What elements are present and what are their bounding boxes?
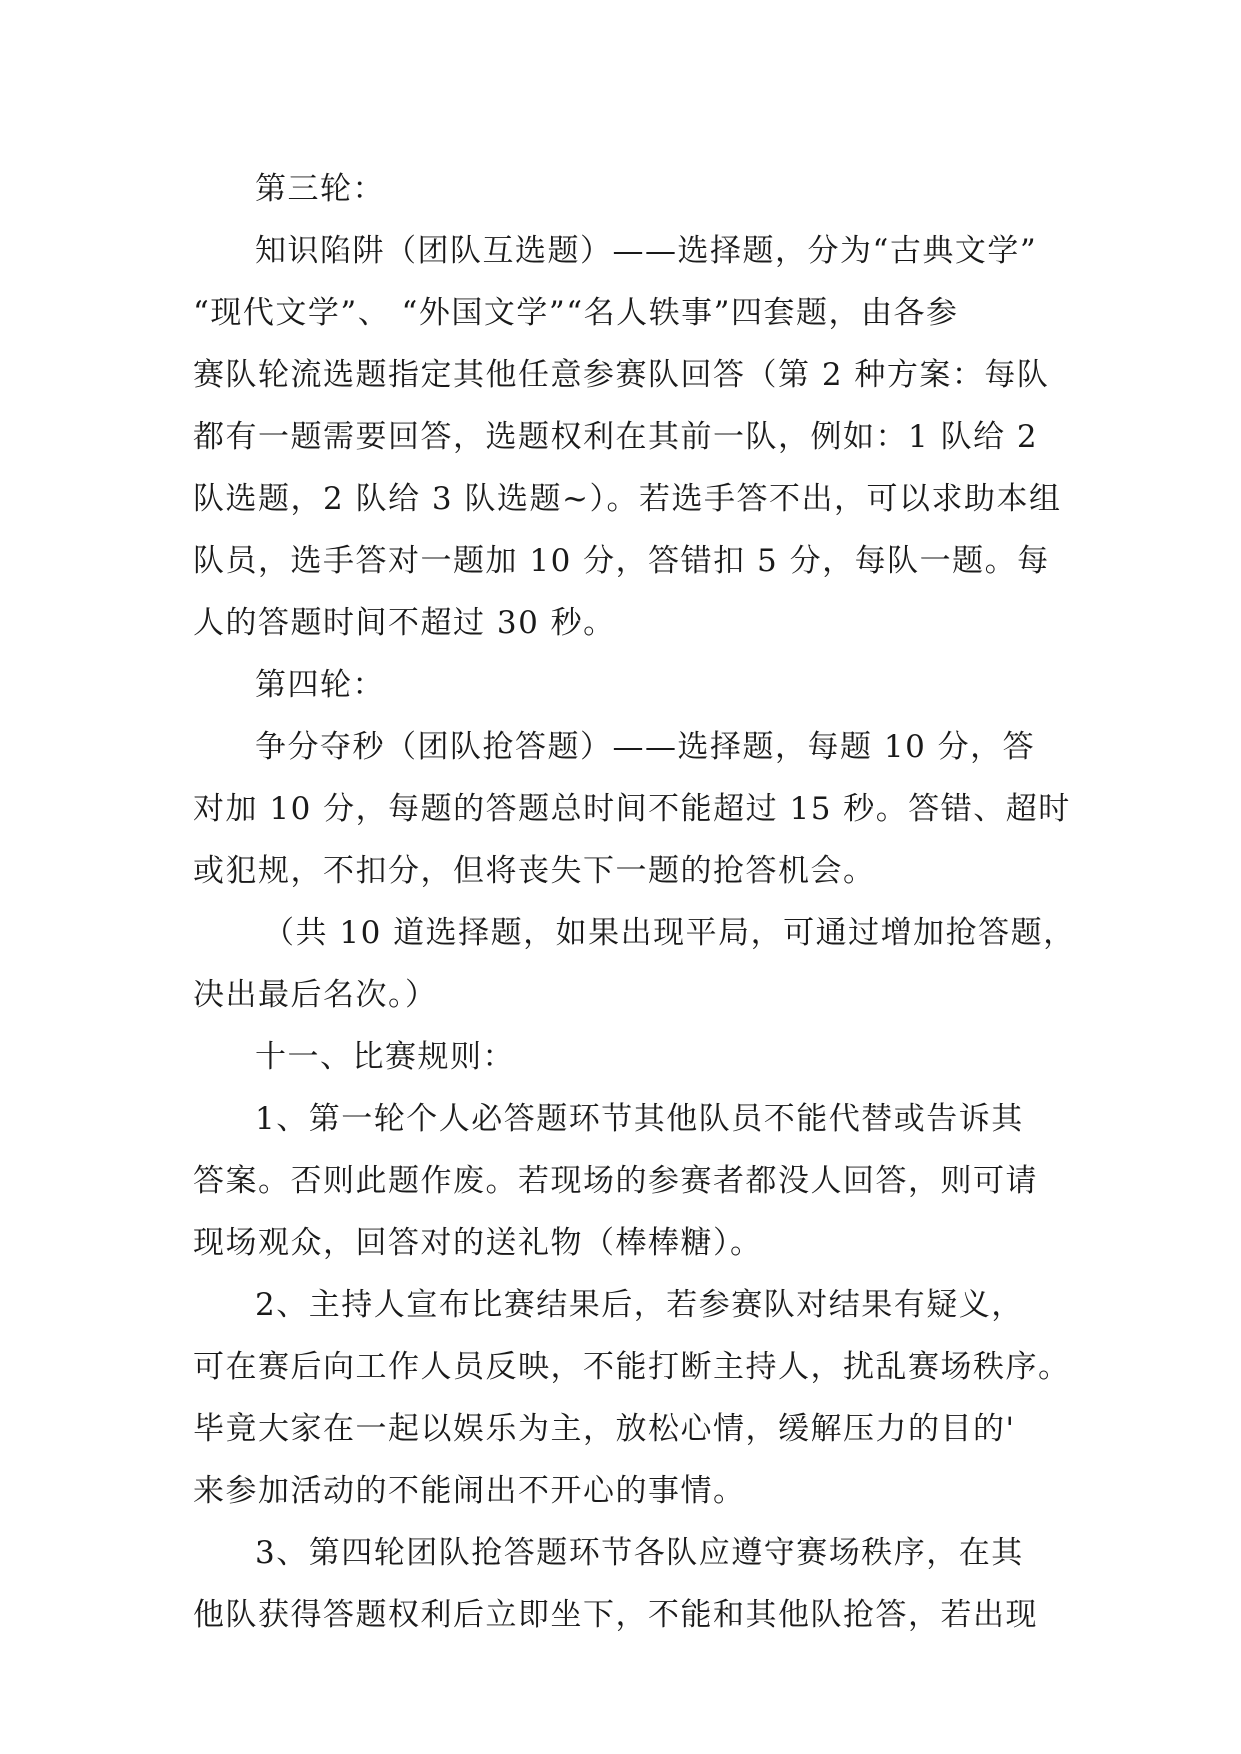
paragraph-line: 决出最后名次。） bbox=[193, 977, 438, 1013]
paragraph-line: 他队获得答题权利后立即坐下，不能和其他队抢答，若出现 bbox=[193, 1597, 1038, 1633]
paragraph-line: 毕竟大家在一起以娱乐为主，放松心情，缓解压力的目的' bbox=[193, 1411, 1016, 1447]
paragraph-line: 来参加活动的不能闹出不开心的事情。 bbox=[193, 1473, 746, 1509]
rule-item-2: 2、主持人宣布比赛结果后，若参赛队对结果有疑义， bbox=[255, 1287, 1024, 1323]
paragraph-line: “现代文学”、 “外国文学”“名人轶事”四套题，由各参 bbox=[193, 295, 959, 331]
document-page bbox=[193, 158, 1076, 1646]
paragraph-line: 都有一题需要回答，选题权利在其前一队，例如：1 队给 2 bbox=[193, 419, 1039, 455]
paragraph-line: 可在赛后向工作人员反映，不能打断主持人，扰乱赛场秩序。 bbox=[193, 1349, 1071, 1385]
paragraph-line: 现场观众，回答对的送礼物（棒棒糖）。 bbox=[193, 1225, 763, 1261]
rule-item-1: 1、第一轮个人必答题环节其他队员不能代替或告诉其 bbox=[255, 1101, 1024, 1137]
paragraph-line: 人的答题时间不超过 30 秒。 bbox=[193, 605, 616, 641]
paragraph-line: 队选题，2 队给 3 队选题~）。若选手答不出，可以求助本组 bbox=[193, 481, 1062, 517]
paragraph-line: 对加 10 分，每题的答题总时间不能超过 15 秒。答错、超时 bbox=[193, 791, 1071, 827]
paragraph-line: 争分夺秒（团队抢答题）——选择题，每题 10 分，答 bbox=[255, 729, 1036, 765]
paragraph-line: （共 10 道选择题，如果出现平局，可通过增加抢答题， bbox=[263, 915, 1076, 951]
paragraph-line: 知识陷阱（团队互选题）——选择题，分为“古典文学” bbox=[255, 233, 1038, 269]
rules-heading: 十一、比赛规则： bbox=[255, 1039, 515, 1075]
paragraph-line: 或犯规，不扣分，但将丧失下一题的抢答机会。 bbox=[193, 853, 876, 889]
paragraph-line: 答案。否则此题作废。若现场的参赛者都没人回答，则可请 bbox=[193, 1163, 1038, 1199]
paragraph-line: 赛队轮流选题指定其他任意参赛队回答（第 2 种方案：每队 bbox=[193, 357, 1050, 393]
rule-item-3: 3、第四轮团队抢答题环节各队应遵守赛场秩序，在其 bbox=[255, 1535, 1024, 1571]
round-four-heading: 第四轮： bbox=[255, 667, 385, 703]
paragraph-line: 队员，选手答对一题加 10 分，答错扣 5 分，每队一题。每 bbox=[193, 543, 1050, 579]
round-three-heading: 第三轮： bbox=[255, 171, 385, 207]
